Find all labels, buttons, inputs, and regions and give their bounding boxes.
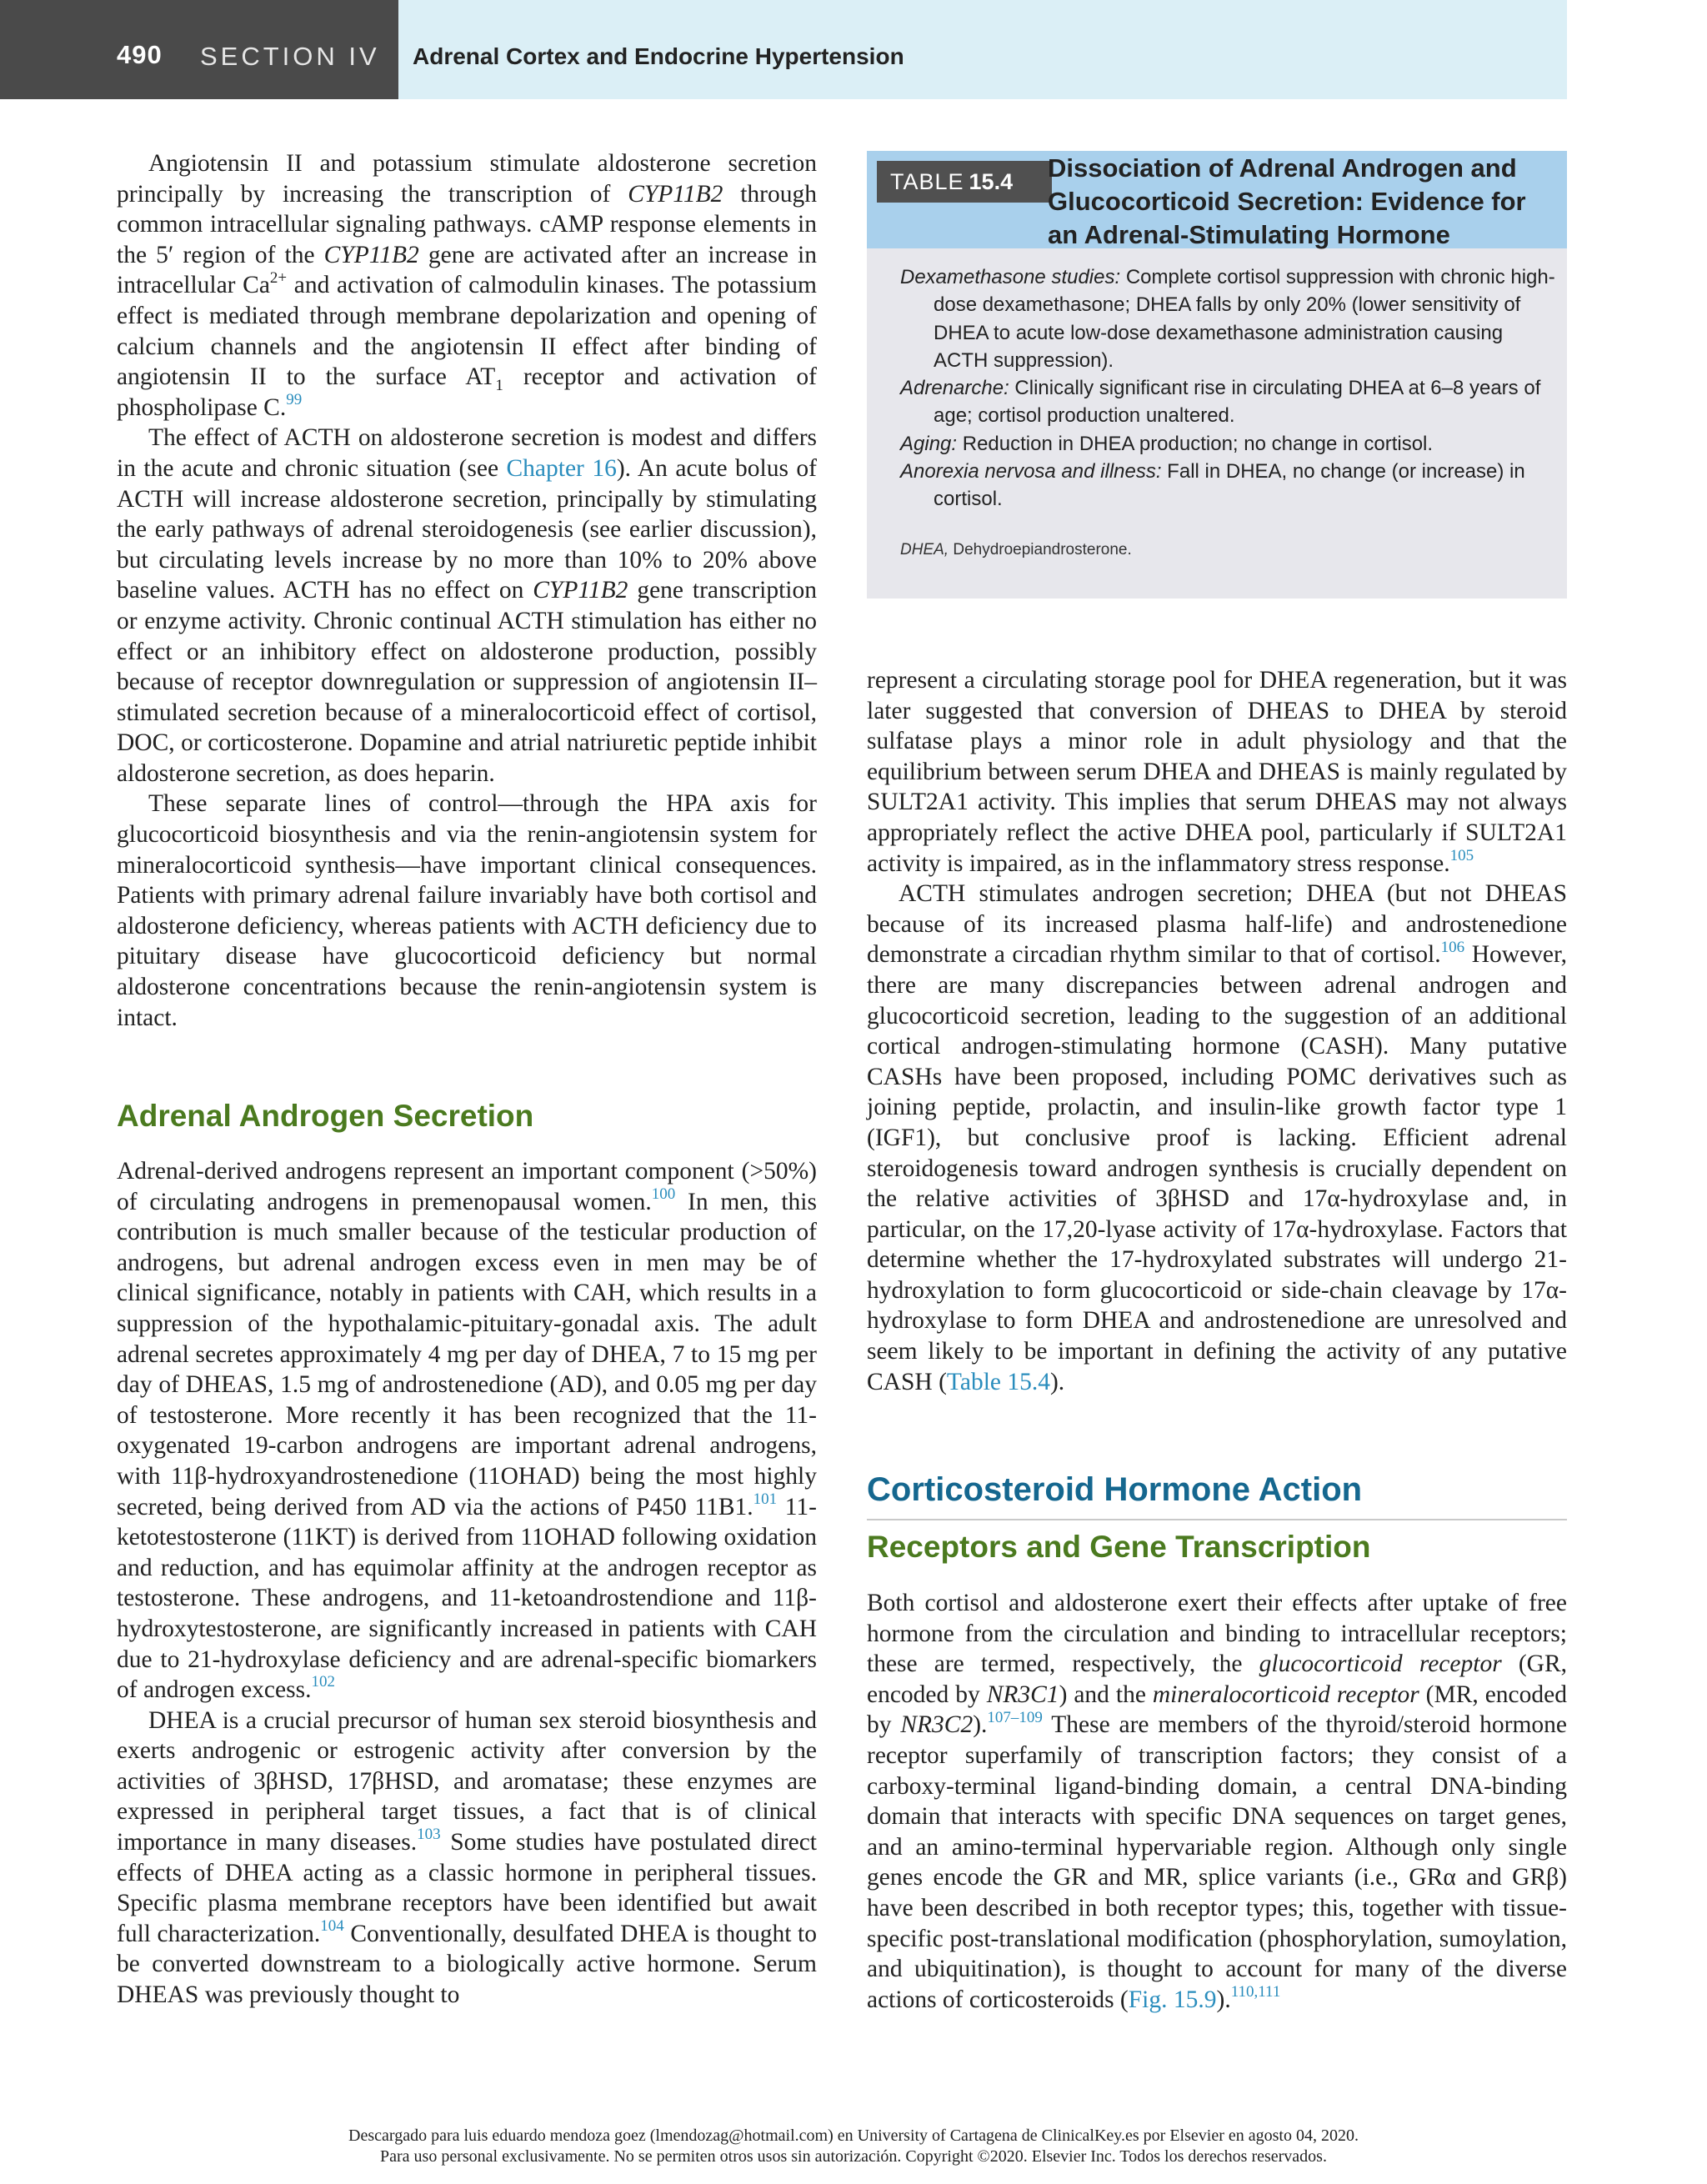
section-label: SECTION IV: [200, 42, 380, 71]
table-tag: TABLE 15.4: [877, 161, 1052, 203]
footer-line-2: Para uso personal exclusivamente. No se permiten otros usos sin autorización. Copyright ©2020. Elsevier Inc. Todos los derechos reservados.: [380, 2147, 1327, 2166]
heading-rule: [867, 1519, 1567, 1520]
reference-105[interactable]: 105: [1449, 846, 1474, 864]
figure-15-9-link[interactable]: Fig. 15.9: [1128, 1986, 1217, 2013]
table-row: Aging: Reduction in DHEA production; no change in cortisol.: [900, 432, 1434, 455]
table-body: [900, 263, 1559, 513]
paragraph: Both cortisol and aldosterone exert their effects after uptake of free hormone from the circulation and binding to intracellular receptors; these are termed, respectively, the glucocorticoid receptor (GR, encoded by NR3C1) and the mineralocorticoid receptor (MR, encoded by NR3C2).$^{107-109}$ These are members of the thyroid/steroid hormone receptor superfamily of transcription factors; they consist of a carboxy-terminal ligand-binding domain, a central DNA-binding domain that interacts with specific DNA sequences on target genes, and an amino-terminal hypervariable region. Although only single genes encode the GR and MR, splice variants (i.e., GRα and GRβ) have been described in both receptor types; this, together with tissue-specific post-translational modification (phosphorylation, sumoylation, and ubiquitination), is thought to account for many of the diverse actions of corticosteroids (Fig. 15.9).$^{110,111}$: [867, 1590, 1567, 2013]
table-15-4: [867, 151, 1567, 599]
heading-corticosteroid-hormone-action: Corticosteroid Hormone Action: [867, 1471, 1363, 1508]
download-footer: [0, 2126, 1707, 2167]
table-15-4-link[interactable]: Table 15.4: [946, 1368, 1050, 1395]
reference-107-109[interactable]: 107–109: [987, 1708, 1043, 1726]
right-column: [867, 665, 1567, 1397]
paragraph: Angiotensin II and potassium stimulate aldosterone secretion principally by increasing the transcription of CYP11B2 through common intracellular signaling pathways. cAMP response elements in the 5′ region of the CYP11B2 gene are activated after an increase in intracellular $Ca^{2+}$ and activation of calmodulin kinases. The potassium effect is mediated through membrane depolarization and opening of calcium channels and the angiotensin II effect after binding of angiotensin II to the surface $AT_1$ receptor and activation of phospholipase C.$^{99}$: [117, 150, 817, 421]
table-row: Dexamethasone studies: Complete cortisol suppression with chronic high-dose dexamethasone; DHEA falls by only 20% (lower sensitivity of DHEA to acute low-dose dexamethasone administration causing ACTH suppression).: [900, 266, 1555, 372]
page-number: 490: [117, 40, 163, 69]
page-header-section: [0, 0, 398, 99]
paragraph: Adrenal-derived androgens represent an important component (>50%) of circulating androgens in premenopausal women.$^{100}$ In men, this contribution is much smaller because of the testicular production of androgens, but adrenal androgen excess even in men may be of clinical significance, notably in patients with CAH, which results in a suppression of the hypothalamic-pituitary-gonadal axis. The adult adrenal secretes approximately 4 mg per day of DHEA, 7 to 15 mg per day of DHEAS, 1.5 mg of androstenedione (AD), and 0.05 mg per day of testosterone. More recently it has been recognized that the 11-oxygenated 19-carbon androgens are important adrenal androgens, with 11β-hydroxyandrostenedione (11OHAD) being the most highly secreted, being derived from AD via the actions of P450 11B1.$^{101}$ 11-ketotestosterone (11KT) is derived from 11OHAD following oxidation and reduction, and has equimolar affinity at the androgen receptor as testosterone. These androgens, and 11-ketoandrostendione and 11β-hydroxytestosterone, are significantly increased in patients with CAH due to 21-hydroxylase deficiency and are adrenal-specific biomarkers of androgen excess.$^{102}$: [117, 1158, 817, 1704]
table-footnote: DHEA, Dehydroepiandrosterone.: [900, 541, 1132, 559]
reference-110-111[interactable]: 110,111: [1230, 1982, 1281, 2001]
reference-99[interactable]: 99: [286, 390, 303, 408]
chapter-title: Adrenal Cortex and Endocrine Hypertension: [413, 43, 904, 69]
table-header: [867, 151, 1567, 248]
table-row: Adrenarche: Clinically significant rise in circulating DHEA at 6–8 years of age; cortisol production unaltered.: [900, 377, 1541, 428]
reference-100[interactable]: 100: [651, 1185, 676, 1203]
reference-102[interactable]: 102: [311, 1673, 335, 1691]
heading-receptors-gene-transcription: Receptors and Gene Transcription: [867, 1530, 1371, 1564]
right-column-lower: [867, 1588, 1567, 2015]
left-column: [117, 148, 817, 1033]
page-header-title-bar: [398, 0, 1567, 99]
reference-101[interactable]: 101: [753, 1490, 778, 1508]
paragraph: These separate lines of control—through the HPA axis for glucocorticoid biosynthesis and via the renin-angiotensin system for mineralocorticoid synthesis—have important clinical consequences. Patients with primary adrenal failure invariably have both cortisol and aldosterone deficiency, whereas patients with ACTH deficiency due to pituitary disease have glucocorticoid deficiency but normal aldosterone concentrations because the renin-angiotensin system is intact.: [117, 790, 817, 1031]
left-column-lower: [117, 1156, 817, 2011]
paragraph: ACTH stimulates androgen secretion; DHEA (but not DHEAS because of its increased plasma half-life) and androstenedione demonstrate a circadian rhythm similar to that of cortisol.$^{106}$ However, there are many discrepancies between adrenal androgen and glucocorticoid secretion, leading to the suggestion of an additional cortical androgen-stimulating hormone (CASH). Many putative CASHs have been proposed, including POMC derivatives such as joining peptide, prolactin, and insulin-like growth factor type 1 (IGF1), but conclusive proof is lacking. Efficient adrenal steroidogenesis toward androgen synthesis is crucially dependent on the relative activities of 3βHSD and 17α-hydroxylase and, in particular, on the 17,20-lyase activity of 17α-hydroxylase. Factors that determine whether the 17-hydroxylated substrates will undergo 21-hydroxylation to form glucocorticoid or side-chain cleavage by 17α-hydroxylase to form DHEA and androstenedione are unresolved and seem likely to be important in defining the activity of any putative CASH (Table 15.4).: [867, 880, 1567, 1395]
table-row: Anorexia nervosa and illness: Fall in DHEA, no change (or increase) in cortisol.: [900, 460, 1525, 511]
reference-103[interactable]: 103: [417, 1826, 441, 1844]
footer-line-1: Descargado para luis eduardo mendoza goez (lmendozag@hotmail.com) en University of Cartagena de ClinicalKey.es por Elsevier en agosto 04, 2020.: [348, 2126, 1359, 2145]
reference-106[interactable]: 106: [1440, 938, 1465, 956]
reference-104[interactable]: 104: [320, 1917, 344, 1936]
heading-adrenal-androgen-secretion: Adrenal Androgen Secretion: [117, 1099, 534, 1133]
paragraph: The effect of ACTH on aldosterone secretion is modest and differs in the acute and chronic situation (see Chapter 16). An acute bolus of ACTH will increase aldosterone secretion, principally by stimulating the early pathways of adrenal steroidogenesis (see earlier discussion), but circulating levels increase by no more than 10% to 20% above baseline values. ACTH has no effect on CYP11B2 gene transcription or enzyme activity. Chronic continual ACTH stimulation has either no effect or an inhibitory effect on aldosterone production, possibly because of receptor downregulation or suppression of angiotensin II–stimulated secretion because of a mineralocorticoid effect of cortisol, DOC, or corticosterone. Dopamine and atrial natriuretic peptide inhibit aldosterone secretion, as does heparin.: [117, 424, 817, 787]
chapter-16-link[interactable]: Chapter 16: [506, 454, 617, 482]
paragraph: DHEA is a crucial precursor of human sex steroid biosynthesis and exerts androgenic or estrogenic activity after conversion by the activities of 3βHSD, 17βHSD, and aromatase; these enzymes are expressed in peripheral target tissues, a fact that is of clinical importance in many diseases.$^{103}$ Some studies have postulated direct effects of DHEA acting as a classic hormone in peripheral tissues. Specific plasma membrane receptors have been identified but await full characterization.$^{104}$ Conventionally, desulfated DHEA is thought to be converted downstream to a biologically active hormone. Serum DHEAS was previously thought to: [117, 1706, 817, 2009]
table-title: Dissociation of Adrenal Androgen and Glucocorticoid Secretion: Evidence for an Adrenal-Stimulating Hormone: [1048, 153, 1526, 249]
paragraph: represent a circulating storage pool for DHEA regeneration, but it was later suggested that conversion of DHEAS to DHEA by steroid sulfatase plays a minor role in adult physiology and that the equilibrium between serum DHEA and DHEAS is mainly regulated by SULT2A1 activity. This implies that serum DHEAS may not always appropriately reflect the active DHEA pool, particularly if SULT2A1 activity is impaired, as in the inflammatory stress response.$^{105}$: [867, 667, 1567, 877]
